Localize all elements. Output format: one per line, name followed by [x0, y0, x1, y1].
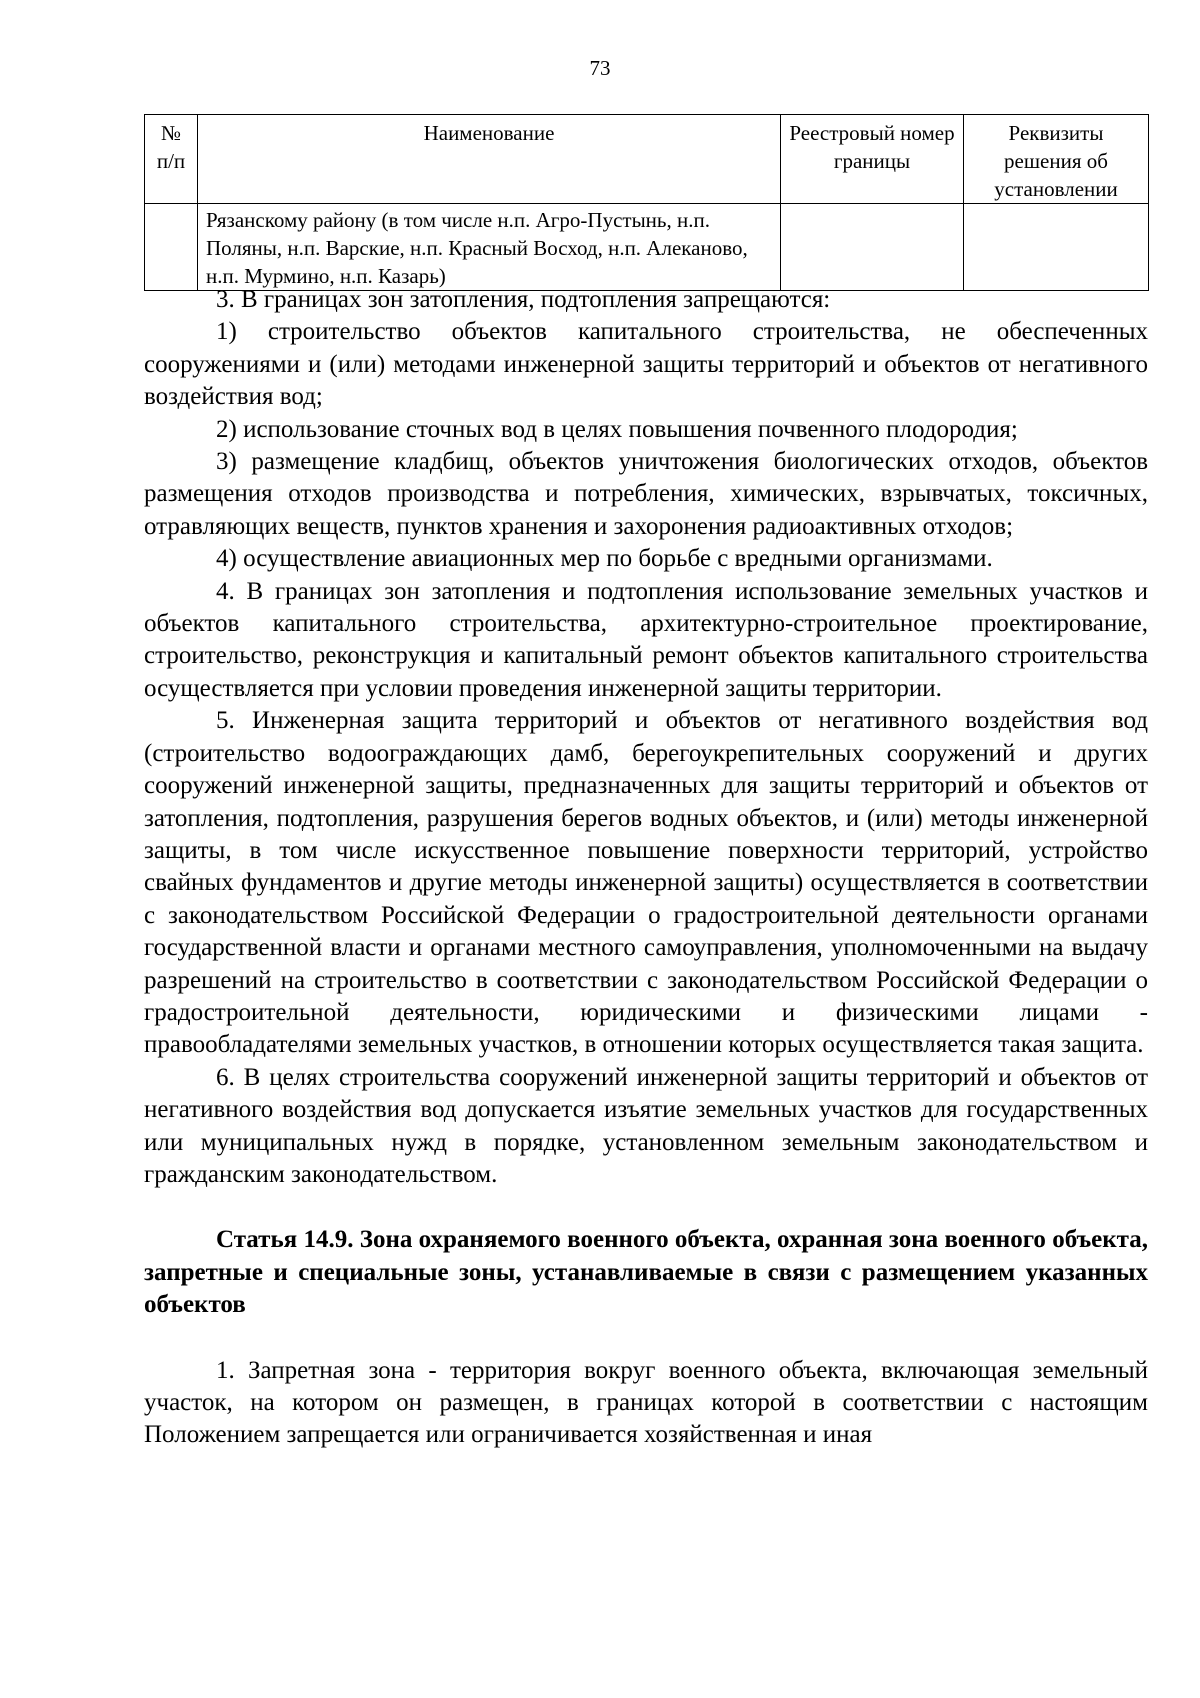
article-heading: Статья 14.9. Зона охраняемого военного объекта, охранная зона военного объекта, запретные и специальные зоны, устанавливаемые в связи с размещением указанных объектов: [144, 1226, 1148, 1319]
boundaries-table: [144, 114, 1149, 291]
paragraph: 3) размещение кладбищ, объектов уничтожения биологических отходов, объектов размещения отходов производства и потребления, химических, взрывчатых, токсичных, отравляющих веществ, пунктов хранения и захоронения радиоактивных отходов;: [144, 448, 1148, 540]
paragraph: 2) использование сточных вод в целях повышения почвенного плодородия;: [216, 415, 1018, 443]
table-header-row: [145, 115, 1149, 204]
document-body: [144, 284, 1148, 1452]
cell-decision-details: [964, 204, 1149, 291]
paragraph: 4) осуществление авиационных мер по борьбе с вредными организмами.: [216, 545, 993, 573]
header-decision-details: Реквизиты решения об установлении: [964, 115, 1149, 204]
page-number: 73: [589, 56, 611, 80]
cell-registry-number: [781, 204, 964, 291]
cell-number: [145, 204, 198, 291]
header-number: № п/п: [145, 115, 198, 204]
header-registry-number: Реестровый номер границы: [781, 115, 964, 204]
paragraph: 1) строительство объектов капитального строительства, не обеспеченных сооружениями и (или) методами инженерной защиты территорий и объектов от негативного воздействия вод;: [144, 318, 1148, 411]
table-row: [145, 204, 1149, 291]
cell-name: Рязанскому району (в том числе н.п. Агро-Пустынь, н.п. Поляны, н.п. Варские, н.п. Красный Восход, н.п. Алеканово, н.п. Мурмино, н.п. Казарь): [198, 204, 781, 291]
paragraph: 4. В границах зон затопления и подтопления использование земельных участков и объектов капитального строительства, архитектурно-строительное проектирование, строительство, реконструкция и капитальный ремонт объектов капитального строительства осуществляется при условии проведения инженерной защиты территории.: [144, 577, 1148, 702]
header-name: Наименование: [198, 115, 781, 204]
paragraph: 6. В целях строительства сооружений инженерной защиты территорий и объектов от негативного воздействия вод допускается изъятие земельных участков для государственных или муниципальных нужд в порядке, установленном земельным законодательством и гражданским законодательством.: [144, 1063, 1148, 1188]
paragraph: 5. Инженерная защита территорий и объектов от негативного воздействия вод (строительство водоограждающих дамб, берегоукрепительных сооружений и других сооружений инженерной защиты, предназначенных для защиты территорий и объектов от затопления, подтопления, разрушения берегов водных объектов, и (или) методы инженерной защиты, в том числе искусственное повышение поверхности территорий, устройство свайных фундаментов и другие методы инженерной защиты) осуществляется в соответствии с законодательством Российской Федерации о градостроительной деятельности органами государственной власти и органами местного самоуправления, уполномоченными на выдачу разрешений на строительство в соответствии с законодательством Российской Федерации о градостроительной деятельности, юридическими и физическими лицами - правообладателями земельных участков, в отношении которых осуществляется такая защита.: [144, 707, 1148, 1059]
paragraph: 3. В границах зон затопления, подтопления запрещаются:: [216, 286, 831, 313]
paragraph: 1. Запретная зона - территория вокруг военного объекта, включающая земельный участок, на котором он размещен, в границах которой в соответствии с настоящим Положением запрещается или ограничивается хозяйственная и иная: [144, 1356, 1148, 1449]
